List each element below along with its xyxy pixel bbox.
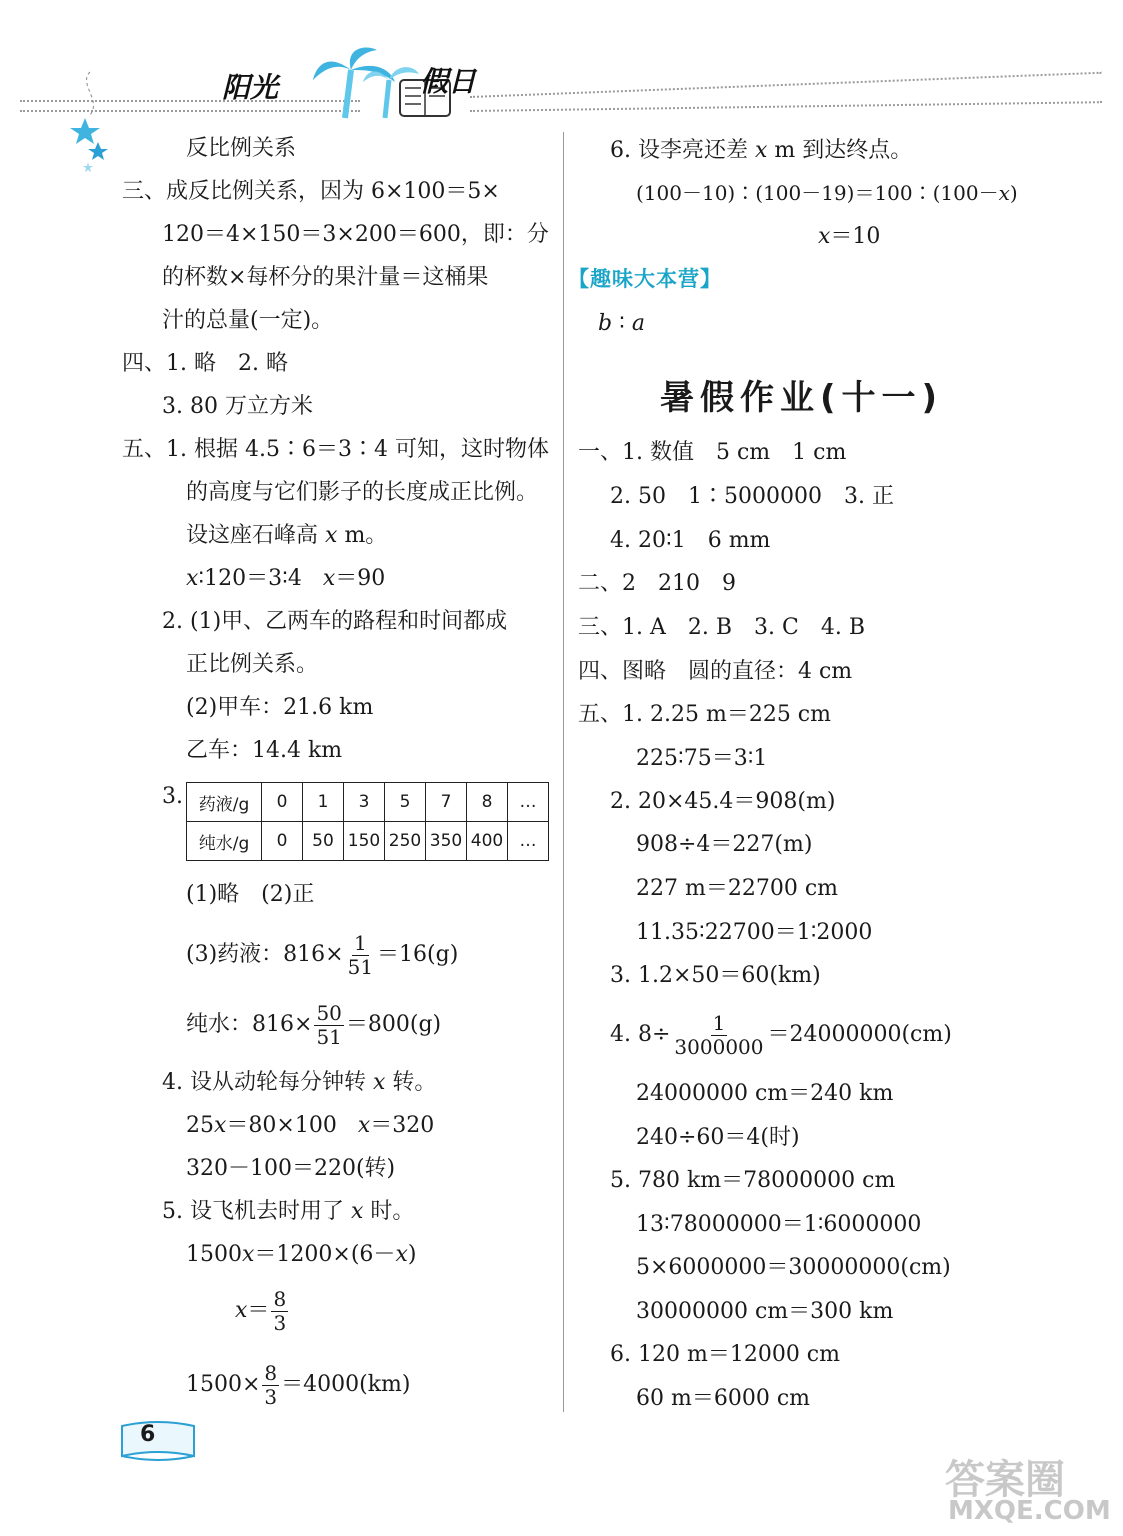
- answer-line: 3. 80 万立方米: [162, 394, 313, 419]
- answer-line: 四、图略 圆的直径：4 cm: [578, 659, 853, 684]
- table-cell: 5: [385, 783, 426, 822]
- answer-text: ＝: [247, 1298, 270, 1323]
- answer-text: ＝320: [370, 1113, 435, 1138]
- answer-text: 1500×: [186, 1372, 261, 1397]
- variable: x: [818, 224, 831, 249]
- answer-text: ): [1009, 181, 1018, 205]
- answer-line: [186, 930, 458, 980]
- answer-text: 6. 设李亮还差: [610, 138, 748, 163]
- watermark-url: MXQE.COM: [948, 1496, 1111, 1526]
- fraction-denominator: 3: [273, 1310, 287, 1335]
- fraction: [314, 1002, 343, 1049]
- answer-line: 一、1. 数值 5 cm 1 cm: [578, 440, 847, 465]
- fraction-denominator: 3000000: [674, 1034, 764, 1059]
- table-cell: 0: [262, 822, 303, 861]
- answer-text: ＝16(g): [377, 942, 459, 967]
- fraction: [262, 1362, 279, 1409]
- variable: x: [325, 523, 338, 548]
- answer-text: ＝800(g): [345, 1012, 442, 1037]
- fraction-numerator: 50: [316, 1000, 342, 1025]
- answer-line: (1)略 (2)正: [186, 882, 315, 907]
- answer-line: 908÷4＝227(m): [636, 832, 813, 857]
- answer-line: 6. 120 m＝12000 cm: [610, 1342, 840, 1367]
- watermark-logo: 答案圈: [945, 1457, 1065, 1503]
- answer-text: ＝10: [830, 224, 881, 249]
- table-cell: 1: [303, 783, 344, 822]
- fraction-denominator: 51: [316, 1024, 342, 1049]
- answer-line: 反比例关系: [186, 136, 297, 161]
- answer-line: [186, 568, 385, 590]
- answer-line: 的杯数×每杯分的果汁量＝这桶果: [162, 265, 489, 290]
- series-title-left: 阳光: [222, 71, 279, 104]
- answer-text: 25: [186, 1113, 214, 1138]
- answer-line: [818, 226, 880, 248]
- answer-line: 三、成反比例关系，因为 6×100＝5×: [122, 179, 500, 204]
- answer-line: 2. (1)甲、乙两车的路程和时间都成: [162, 609, 508, 634]
- answer-line: [610, 1010, 952, 1060]
- table-row: [187, 822, 549, 861]
- answer-text: ＝4000(km): [281, 1372, 411, 1397]
- table-cell: 150: [344, 822, 385, 861]
- table-cell: 50: [303, 822, 344, 861]
- answer-text: ＝90: [335, 566, 386, 591]
- answer-line: 5×6000000＝30000000(cm): [636, 1255, 951, 1280]
- variable: x: [395, 1242, 408, 1267]
- answer-text: m。: [344, 523, 388, 548]
- answer-text: (3)药液：816×: [186, 942, 344, 967]
- table-cell: 400: [467, 822, 508, 861]
- table-number: 3.: [162, 784, 183, 809]
- answer-line: [598, 313, 645, 335]
- fraction-numerator: 8: [273, 1286, 287, 1311]
- column-divider: [563, 132, 564, 1412]
- answer-line: [162, 1201, 414, 1223]
- answer-text: 4. 设从动轮每分钟转: [162, 1070, 366, 1095]
- answer-line: 227 m＝22700 cm: [636, 876, 839, 901]
- data-table: [186, 782, 549, 861]
- answer-line: 二、2 210 9: [578, 571, 736, 596]
- answer-text: ∶120＝3∶4: [198, 566, 302, 591]
- answer-line: 正比例关系。: [186, 652, 319, 677]
- answer-text: 纯水：816×: [186, 1012, 313, 1037]
- page-number-book-icon: [118, 1418, 198, 1462]
- answer-text: 时。: [370, 1199, 415, 1224]
- answer-line: 30000000 cm＝300 km: [636, 1299, 894, 1324]
- variable: a: [631, 311, 645, 336]
- fraction: [672, 1012, 765, 1059]
- answer-line: 五、1. 2.25 m＝225 cm: [578, 702, 831, 727]
- table-cell: 纯水/g: [187, 822, 262, 861]
- answer-line: 60 m＝6000 cm: [636, 1386, 811, 1411]
- header-dotted-line-4: [470, 101, 1102, 112]
- variable: x: [350, 1199, 364, 1224]
- table-cell: 7: [426, 783, 467, 822]
- variable: x: [998, 181, 1010, 205]
- answer-line: [610, 140, 912, 162]
- variable: b: [598, 311, 613, 336]
- table-row: [187, 783, 549, 822]
- variable: x: [186, 566, 199, 591]
- star-decoration-icon: [60, 70, 120, 180]
- variable: x: [242, 1242, 255, 1267]
- answer-line: 2. 50 1∶5000000 3. 正: [610, 484, 894, 509]
- header-dotted-line-3: [470, 72, 1102, 98]
- answer-line: 120＝4×150＝3×200＝600，即：分: [162, 222, 549, 247]
- answer-line: 24000000 cm＝240 km: [636, 1081, 894, 1106]
- page-number: 6: [140, 1422, 156, 1447]
- fraction-numerator: 8: [264, 1360, 278, 1385]
- answer-line: [186, 525, 387, 547]
- answer-line: [186, 1244, 416, 1266]
- fraction-denominator: 51: [347, 954, 374, 979]
- answer-line: [636, 183, 1018, 203]
- variable: x: [214, 1113, 227, 1138]
- section-title: 暑假作业(十一): [660, 378, 944, 418]
- answer-line: 240÷60＝4(时): [636, 1125, 800, 1150]
- fraction: [271, 1288, 288, 1335]
- answer-line: 11.35∶22700＝1∶2000: [636, 920, 873, 945]
- answer-line: 2. 20×45.4＝908(m): [610, 789, 836, 814]
- answer-text: ＝24000000(cm): [767, 1022, 952, 1047]
- answer-line: 的高度与它们影子的长度成正比例。: [186, 480, 539, 505]
- answer-text: 转。: [392, 1070, 437, 1095]
- answer-text: ＝1200×(6－: [254, 1242, 396, 1267]
- variable: x: [372, 1070, 386, 1095]
- table-cell: 3: [344, 783, 385, 822]
- table-cell: …: [508, 822, 549, 861]
- answer-line: 4. 20∶1 6 mm: [610, 528, 771, 553]
- answer-line: 三、1. A 2. B 3. C 4. B: [578, 615, 865, 640]
- answer-line: [186, 1115, 434, 1137]
- fraction-numerator: 1: [353, 930, 367, 955]
- answer-text: 4. 8÷: [610, 1022, 671, 1047]
- table-cell: …: [508, 783, 549, 822]
- answer-text: ＝80×100: [226, 1113, 337, 1138]
- variable: x: [322, 566, 336, 591]
- answer-text: m 到达终点。: [774, 138, 913, 163]
- answer-text: ∶: [619, 311, 625, 336]
- answer-text: 设这座石峰高: [186, 523, 319, 548]
- fraction-denominator: 3: [264, 1384, 278, 1409]
- table-cell: 350: [426, 822, 467, 861]
- answer-line: 3. 1.2×50＝60(km): [610, 963, 821, 988]
- table-cell: 8: [467, 783, 508, 822]
- answer-line: [235, 1286, 290, 1336]
- answer-line: 320－100＝220(转): [186, 1156, 396, 1181]
- section-tag: 【趣味大本营】: [568, 267, 722, 291]
- answer-line: 五、1. 根据 4.5∶6＝3∶4 可知，这时物体: [122, 437, 549, 462]
- answer-text: 1500: [186, 1242, 242, 1267]
- answer-line: 13∶78000000＝1∶6000000: [636, 1212, 922, 1237]
- table-cell: 药液/g: [187, 783, 262, 822]
- answer-line: (2)甲车：21.6 km: [186, 695, 374, 720]
- answer-line: 四、1. 略 2. 略: [122, 351, 288, 376]
- answer-text: 5. 设飞机去时用了: [162, 1199, 344, 1224]
- variable: x: [754, 138, 768, 163]
- answer-line: 225∶75＝3∶1: [636, 746, 768, 771]
- variable: x: [357, 1113, 371, 1138]
- fraction-numerator: 1: [712, 1010, 726, 1035]
- table-cell: 250: [385, 822, 426, 861]
- series-title-right: 假日: [420, 65, 477, 98]
- answer-line: 汁的总量(一定)。: [162, 308, 334, 333]
- variable: x: [235, 1298, 248, 1323]
- answer-line: [186, 1000, 441, 1050]
- answer-line: 5. 780 km＝78000000 cm: [610, 1168, 896, 1193]
- answer-line: 乙车：14.4 km: [186, 738, 343, 763]
- table-cell: 0: [262, 783, 303, 822]
- answer-text: (100－10)∶(100－19)＝100∶(100－: [636, 181, 999, 205]
- answer-line: [162, 1072, 436, 1094]
- answer-line: [186, 1360, 411, 1410]
- fraction: [346, 932, 375, 979]
- answer-text: ): [407, 1242, 417, 1267]
